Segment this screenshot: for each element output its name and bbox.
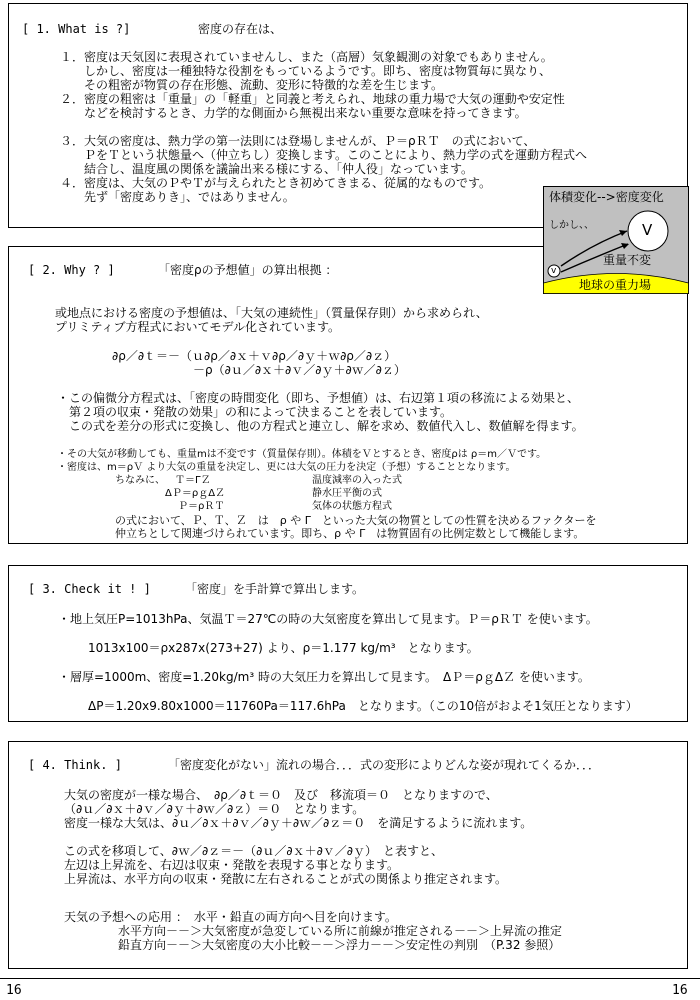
- s4-application-line: 水平方向－－＞大気密度が急変している所に前線が推定される－－＞上昇流の推定: [118, 924, 563, 938]
- page-number-right: 16: [672, 983, 688, 998]
- s4-application-line: 鉛直方向－－＞大気密度の大小比較－－＞浮力－－＞安定性の判別 （P.32 参照）: [118, 938, 561, 952]
- formulas-intro: ちなみに、: [115, 475, 165, 486]
- figure-top-label: 体積変化-->密度変化: [549, 190, 664, 204]
- s3-question-1: ・地上気圧P=1013hPa、気温Ｔ＝27℃の時の大気密度を算出して見ます。Ｐ＝ρＲＴ を使います。: [58, 612, 598, 626]
- s3-question-2: ・層厚=1000m、密度=1.20kg/m³ 時の大気圧力を算出して見ます。 ΔＰ＝ρｇΔＺ を使います。: [58, 670, 590, 684]
- s2-heading-code: [ 2. Why ? ]: [28, 263, 115, 277]
- s2-note: ・その大気が移動しても、重量mは不変です（質量保存則）。体積をＶとするとき、密度ρは ρ＝m／Ｖです。: [57, 449, 547, 460]
- s4-line: この式を移項して、∂ｗ／∂ｚ＝－（∂ｕ／∂ｘ＋∂ｖ／∂ｙ） と表すと、: [64, 844, 443, 858]
- figure-volume-small: v: [551, 266, 557, 276]
- s2-para: この式を差分の形式に変換し、他の方程式と連立し、解を求め、数値代入し、数値解を得ます。: [57, 419, 584, 433]
- s1-line: ４．密度は、大気のＰやＴが与えられたとき初めてきまる、従属的なものです。: [60, 176, 492, 190]
- s2-note: ・密度は、m＝ρＶ より大気の重量を決定し、更には大気の圧力を決定（予想）することとなります。: [57, 462, 516, 473]
- s2-para: 第２項の収束・発散の効果」の和によって決まることを表しています。: [57, 405, 453, 419]
- s1-line: １．密度は天気図に表現されていませんし、また（高層）気象観測の対象でもありません。: [60, 50, 553, 64]
- figure-bottom-label: 重量不変: [603, 253, 652, 267]
- s1-line: ＰをＴという状態量へ（仲立ちし）変換します。このことにより、熱力学の式を運動方程式へ: [60, 148, 588, 162]
- figure-ground-label: 地球の重力場: [579, 278, 652, 292]
- page-number-left: 16: [6, 983, 22, 998]
- s1-line: ２．密度の粗密は「重量」の「軽重」と同義と考えられ、地球の重力場で大気の運動や安定性: [60, 92, 565, 106]
- formula-desc: 気体の状態方程式: [312, 501, 392, 512]
- s4-heading-code: [ 4. Think. ]: [28, 758, 122, 772]
- s1-line: しかし、密度は一種独特な役割をもっているようです。即ち、密度は物質毎に異なり、: [60, 64, 552, 78]
- s4-heading-text: 「密度変化がない」流れの場合．．．式の変形によりどんな姿が現れてくるか．．．: [168, 758, 601, 772]
- s4-line: 左辺は上昇流を、右辺は収束・発散を表現する事となります。: [64, 858, 400, 872]
- s2-intro: プリミティブ方程式においてモデル化されています。: [55, 320, 341, 334]
- s1-line: 結合し、温度風の関係を議論出来る様にする、「仲人役」なっています。: [60, 162, 474, 176]
- figure-side-label: しかし、、: [549, 220, 594, 231]
- s4-line: 上昇流は、水平方向の収束・発散に左右されることが式の関係より推定されます。: [64, 872, 508, 886]
- s3-answer-2: ΔP＝1.20x9.80x1000＝11760Pa＝117.6hPa となります。（この10倍がおよそ1気圧となります）: [88, 699, 638, 713]
- formula-eq: Ｐ＝ρＲＴ: [178, 501, 225, 512]
- s2-intro: 或地点における密度の予想値は、「大気の連続性」（質量保存則）から求められ、: [55, 306, 488, 320]
- s4-line: （∂ｕ／∂ｘ＋∂ｖ／∂ｙ＋∂ｗ／∂ｚ）＝０ となります。: [64, 802, 365, 816]
- s4-application-title: 天気の予想への応用 ： 水平・鉛直の両方向へ目を向けます。: [64, 910, 397, 924]
- s2-tail: 仲立ちとして関連づけられています。即ち、ρ や Γ は物質固有の比例定数として機能します。: [115, 527, 585, 540]
- formula-desc: 温度減率の入った式: [312, 475, 402, 486]
- continuity-equation: ∂ρ／∂ｔ＝－（ｕ∂ρ／∂ｘ＋ｖ∂ρ／∂ｙ＋ｗ∂ρ／∂ｚ）: [112, 349, 397, 363]
- s1-heading-code: [ 1. What is ?]: [22, 22, 131, 36]
- continuity-equation-term2: －ρ（∂ｕ／∂ｘ＋∂ｖ／∂ｙ＋∂ｗ／∂ｚ）: [193, 363, 406, 377]
- s1-line: 先ず「密度ありき」、ではありません。: [60, 190, 295, 204]
- formula-desc: 静水圧平衡の式: [312, 488, 382, 499]
- s2-heading-text: 「密度ρの予想値」の算出根拠 ：: [158, 263, 338, 277]
- formula-eq: Ｔ＝ΓＺ: [175, 475, 211, 486]
- footer-rule: [0, 978, 700, 979]
- s2-tail: の式において、Ｐ、Ｔ、Ｚ は ρ や Γ といった大気の物質としての性質を決めるファクターを: [115, 514, 597, 527]
- figure-volume-large: V: [642, 221, 653, 239]
- gravity-field-figure: [543, 186, 689, 294]
- s1-line: その粗密が物質の存在形態、流動、変形に特徴的な差を生じます。: [60, 78, 444, 92]
- s4-line: 密度一様な大気は、∂ｕ／∂ｘ＋∂ｖ／∂ｙ＋∂ｗ／∂ｚ＝０ を満足するように流れます。: [64, 816, 533, 830]
- s1-heading-text: 密度の存在は、: [198, 22, 283, 36]
- s3-answer-1: 1013x100＝ρx287x(273+27) より、ρ＝1.177 kg/m³ となります。: [88, 641, 479, 655]
- s1-line: などを検討するとき、力学的な側面から無視出来ない重要な意味を持ってきます。: [60, 106, 527, 120]
- formula-eq: ΔＰ＝ρｇΔＺ: [165, 488, 226, 499]
- s3-heading-text: 「密度」を手計算で算出します。: [185, 582, 365, 596]
- s4-line: 大気の密度が一様な場合、 ∂ρ／∂ｔ＝０ 及び 移流項＝０ となりますので、: [64, 788, 498, 802]
- s3-heading-code: [ 3. Check it ! ]: [28, 582, 151, 596]
- s1-line: ３．大気の密度は、熱力学の第一法則には登場しませんが、Ｐ＝ρＲＴ の式において、: [60, 134, 536, 148]
- s2-para: ・この偏微分方程式は、「密度の時間変化（即ち、予想値）は、右辺第１項の移流による効果と、: [57, 391, 580, 405]
